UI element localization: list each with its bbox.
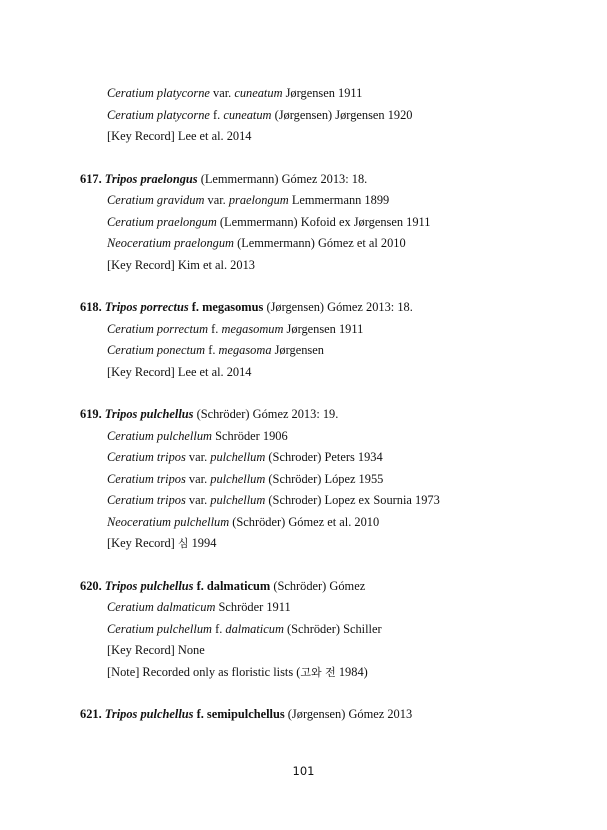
key-record-line xyxy=(107,642,205,658)
text-run: Neoceratium pulchellum xyxy=(107,515,230,529)
text-run: Jørgensen 1911 xyxy=(283,322,364,336)
text-run: [Note] Recorded only as floristic lists ( xyxy=(107,665,301,679)
text-run: (Schröder) Gómez 2013: 19. xyxy=(193,407,339,421)
note-line xyxy=(107,664,368,681)
text-run: Jørgensen 1911 xyxy=(282,86,363,100)
text-run: Ceratium platycorne xyxy=(107,86,210,100)
text-run: [Key Record] Kim et al. 2013 xyxy=(107,258,255,272)
text-run: f. xyxy=(208,322,222,336)
text-run: var. xyxy=(185,493,211,507)
text-run: Tripos praelongus xyxy=(104,172,198,186)
text-run: 620. xyxy=(80,579,105,593)
text-run: [Key Record] xyxy=(107,536,178,550)
synonym-line xyxy=(107,235,406,251)
key-record-line xyxy=(107,257,255,273)
text-run: var. xyxy=(204,193,229,207)
text-run: (Schroder) Peters 1934 xyxy=(265,450,383,464)
text-run: f. xyxy=(205,343,219,357)
synonym-line xyxy=(107,471,383,487)
text-run: (Lemmermann) Kofoid ex Jørgensen 1911 xyxy=(216,215,431,229)
text-run: f. semipulchellus xyxy=(193,707,285,721)
text-run: f. xyxy=(209,108,224,122)
species-heading-621 xyxy=(80,706,412,722)
text-run: 618. xyxy=(80,300,105,314)
synonym-line xyxy=(107,321,363,337)
text-run: (Schröder) López 1955 xyxy=(265,472,384,486)
text-run: pulchellum xyxy=(210,450,266,464)
text-run: 1994 xyxy=(188,536,217,550)
text-run: Ceratium dalmaticum xyxy=(107,600,216,614)
text-run: [Key Record] None xyxy=(107,643,205,657)
text-run: Tripos porrectus xyxy=(104,300,189,314)
species-heading-619 xyxy=(80,406,338,422)
text-run: pulchellum xyxy=(210,472,266,486)
text-run: [Key Record] Lee et al. 2014 xyxy=(107,365,252,379)
text-run: 619. xyxy=(80,407,105,421)
text-run: (Lemmermann) Gómez 2013: 18. xyxy=(197,172,368,186)
text-run: Ceratium porrectum xyxy=(107,322,209,336)
text-run: (Jørgensen) Jørgensen 1920 xyxy=(271,108,413,122)
synonym-line xyxy=(107,428,288,444)
text-run: f. megasomus xyxy=(188,300,264,314)
text-run: Ceratium tripos xyxy=(107,450,186,464)
text-run: Ceratium gravidum xyxy=(107,193,205,207)
synonym-line xyxy=(107,214,430,230)
text-run: cuneatum xyxy=(234,86,283,100)
synonym-line xyxy=(107,449,383,465)
text-run: megasomum xyxy=(221,322,284,336)
synonym-line xyxy=(107,342,324,358)
text-run: 심 xyxy=(177,537,189,550)
text-run: cuneatum xyxy=(223,108,272,122)
text-run: Ceratium ponectum xyxy=(107,343,206,357)
text-run: f. dalmaticum xyxy=(193,579,271,593)
text-run: Ceratium pulchellum xyxy=(107,429,212,443)
key-record-line xyxy=(107,364,252,380)
key-record-line xyxy=(107,535,216,552)
text-run: Schröder 1911 xyxy=(215,600,291,614)
text-run: (Lemmermann) Gómez et al 2010 xyxy=(234,236,406,250)
text-run: pulchellum xyxy=(210,493,266,507)
text-run: Jørgensen xyxy=(271,343,324,357)
text-run: 1984) xyxy=(335,665,368,679)
text-run: (Schröder) Gómez xyxy=(270,579,366,593)
text-run: Tripos pulchellus xyxy=(104,579,194,593)
text-run: megasoma xyxy=(218,343,272,357)
text-run: Lemmermann 1899 xyxy=(288,193,390,207)
synonym-line xyxy=(107,85,362,101)
text-run: (Jørgensen) Gómez 2013: 18. xyxy=(263,300,413,314)
text-run: Schröder 1906 xyxy=(211,429,288,443)
text-run: Ceratium pulchellum xyxy=(107,622,212,636)
synonym-line xyxy=(107,107,412,123)
synonym-line xyxy=(107,192,389,208)
text-run: [Key Record] Lee et al. 2014 xyxy=(107,129,252,143)
text-run: 621. xyxy=(80,707,105,721)
synonym-line xyxy=(107,621,382,637)
text-run: (Schröder) Schiller xyxy=(283,622,382,636)
species-heading-617 xyxy=(80,171,367,187)
text-run: Ceratium tripos xyxy=(107,472,186,486)
text-run: Ceratium praelongum xyxy=(107,215,217,229)
text-run: (Schröder) Gómez et al. 2010 xyxy=(229,515,380,529)
text-run: f. xyxy=(211,622,226,636)
species-heading-618 xyxy=(80,299,413,315)
text-run: Ceratium tripos xyxy=(107,493,186,507)
text-run: 고와 전 xyxy=(300,666,336,679)
text-run: var. xyxy=(209,86,235,100)
text-run: var. xyxy=(185,450,211,464)
text-run: 617. xyxy=(80,172,105,186)
synonym-line xyxy=(107,514,379,530)
page-number: 101 xyxy=(292,764,315,778)
synonym-line xyxy=(107,492,440,508)
species-heading-620 xyxy=(80,578,365,594)
key-record-line xyxy=(107,128,252,144)
text-run: (Jørgensen) Gómez 2013 xyxy=(284,707,413,721)
text-run: (Schroder) Lopez ex Sournia 1973 xyxy=(265,493,440,507)
text-run: var. xyxy=(185,472,211,486)
text-run: praelongum xyxy=(228,193,289,207)
text-run: Tripos pulchellus xyxy=(104,707,194,721)
synonym-line xyxy=(107,599,291,615)
text-run: Neoceratium praelongum xyxy=(107,236,234,250)
text-run: Ceratium platycorne xyxy=(107,108,210,122)
text-run: Tripos pulchellus xyxy=(104,407,194,421)
text-run: dalmaticum xyxy=(225,622,284,636)
